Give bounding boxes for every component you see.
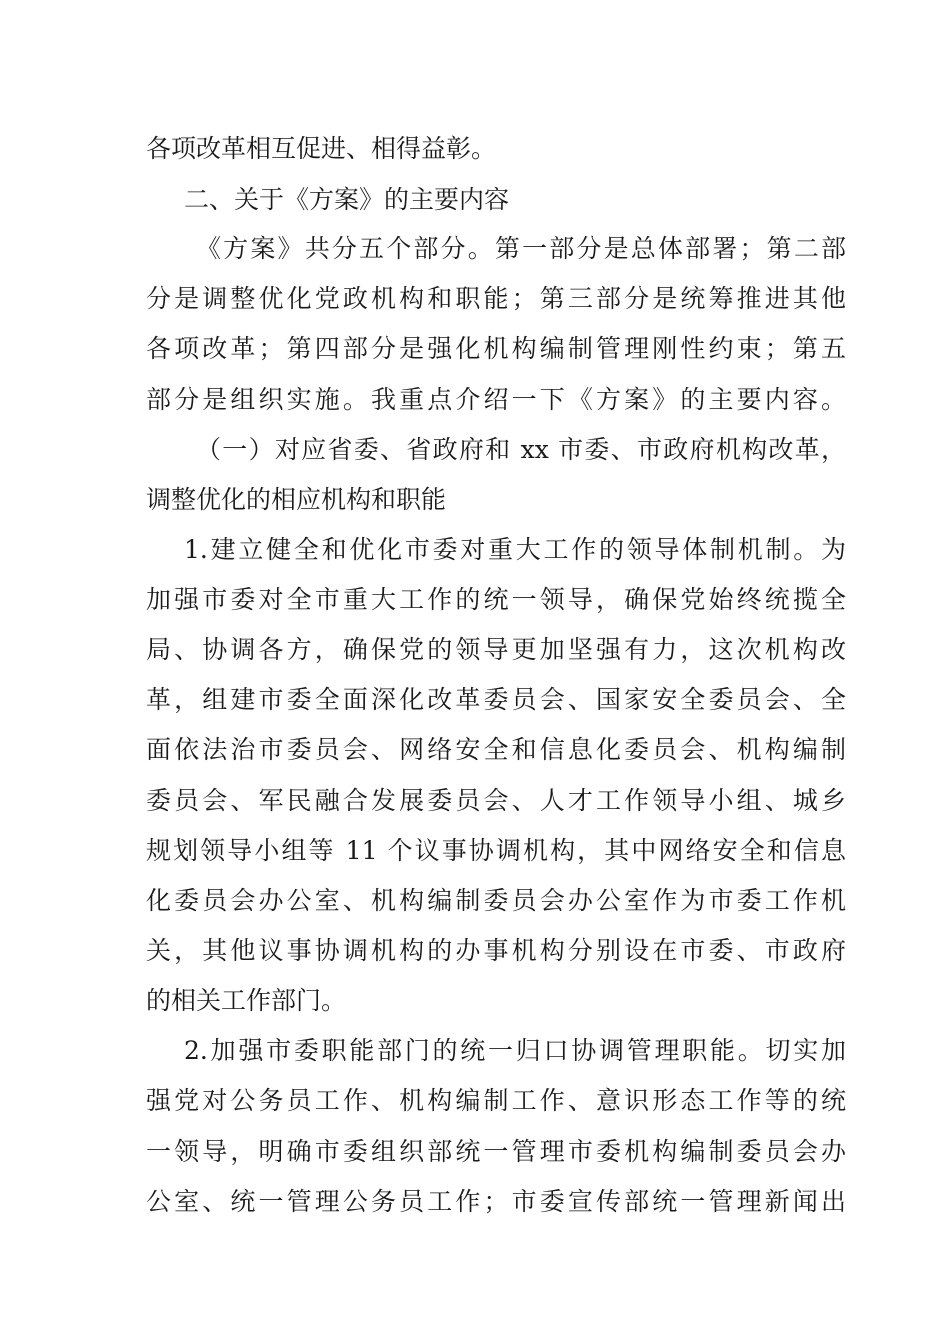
subsection-heading-continued: 调整优化的相应机构和职能 <box>146 485 447 514</box>
text-line: 各项改革相互促进、相得益彰。 <box>146 134 497 163</box>
text-line: 一领导，明确市委组织部统一管理市委机构编制委员会办 <box>146 1137 846 1166</box>
subsection-heading: （一）对应省委、省政府和 xx 市委、市政府机构改革， <box>196 435 846 464</box>
text-line: 委员会、军民融合发展委员会、人才工作领导小组、城乡 <box>146 786 846 815</box>
text-line: 公室、统一管理公务员工作；市委宣传部统一管理新闻出 <box>146 1187 846 1216</box>
text-line: 面依法治市委员会、网络安全和信息化委员会、机构编制 <box>146 735 846 764</box>
text-line: 关，其他议事协调机构的办事机构分别设在市委、市政府 <box>146 936 846 965</box>
text-line: 各项改革；第四部分是强化机构编制管理刚性约束；第五 <box>146 334 846 363</box>
text-line: 1.建立健全和优化市委对重大工作的领导体制机制。为 <box>184 535 846 564</box>
text-line: 革，组建市委全面深化改革委员会、国家安全委员会、全 <box>146 685 846 714</box>
section-heading: 二、关于《方案》的主要内容 <box>184 185 510 214</box>
text-line: 部分是组织实施。我重点介绍一下《方案》的主要内容。 <box>146 385 846 414</box>
text-line: 规划领导小组等 11 个议事协调机构，其中网络安全和信息 <box>146 836 846 865</box>
text-line: 的相关工作部门。 <box>146 986 347 1015</box>
text-line: 加强市委对全市重大工作的统一领导，确保党始终统揽全 <box>146 585 846 614</box>
text-line: 2.加强市委职能部门的统一归口协调管理职能。切实加 <box>184 1036 846 1065</box>
text-line: 局、协调各方，确保党的领导更加坚强有力，这次机构改 <box>146 635 846 664</box>
text-line: 《方案》共分五个部分。第一部分是总体部署；第二部 <box>196 234 846 263</box>
text-line: 分是调整优化党政机构和职能；第三部分是统筹推进其他 <box>146 284 846 313</box>
text-line: 化委员会办公室、机构编制委员会办公室作为市委工作机 <box>146 886 846 915</box>
text-line: 强党对公务员工作、机构编制工作、意识形态工作等的统 <box>146 1086 846 1115</box>
